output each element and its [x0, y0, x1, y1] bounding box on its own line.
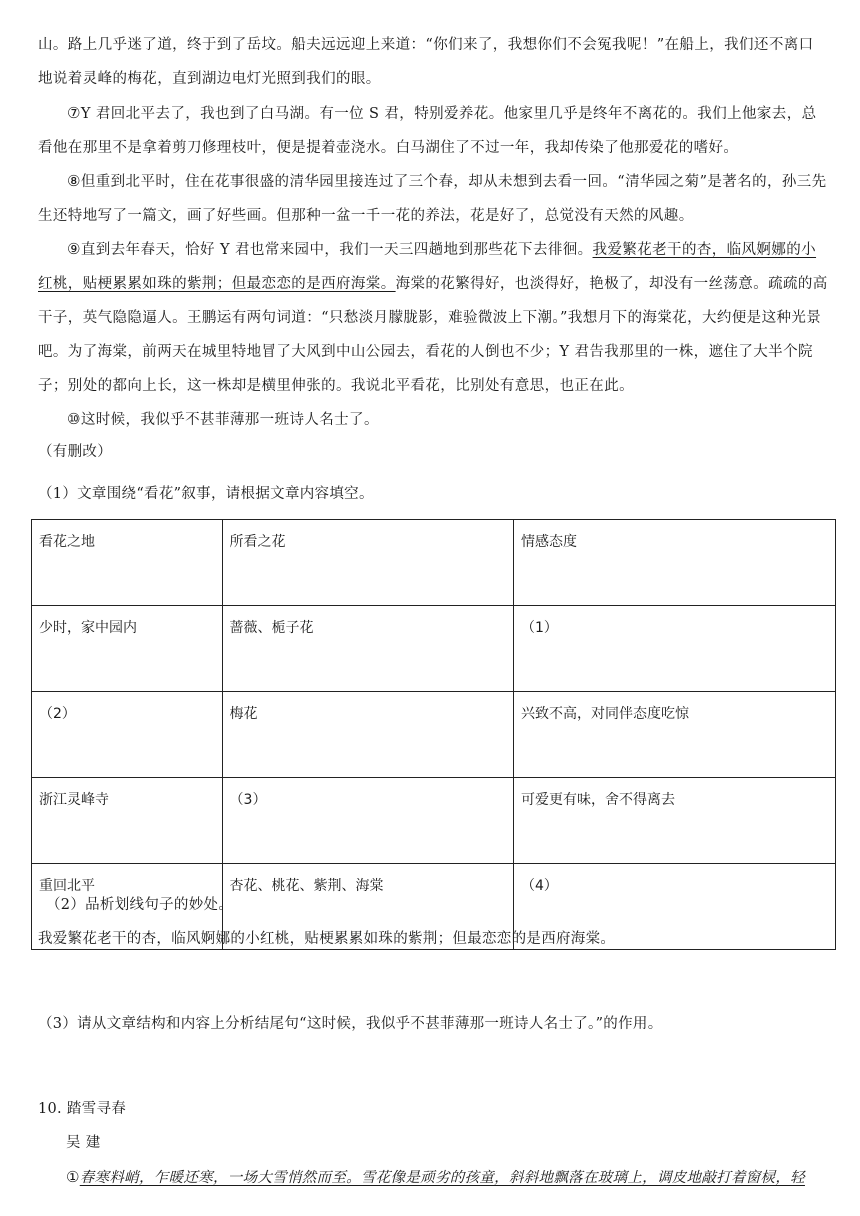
answer-blank-cell[interactable]: （4）: [513, 864, 835, 950]
paragraph-text: 但重到北平时，住在花事很盛的清华园里接连过了三个春，却从未想到去看一回。“清华园之菊”是著名的，孙三先生还特地写了一篇文，画了好些画。但那种一盆一千一花的养法，花是好了，总觉没有天然的风趣。: [38, 174, 827, 224]
paragraph-line: 地说着灵峰的梅花，直到湖边电灯光照到我们的眼。: [38, 71, 381, 87]
fill-in-table: [31, 519, 836, 950]
table-cell: 杏花、桃花、紫荆、海棠: [222, 864, 513, 950]
table-cell: 兴致不高，对同伴态度吃惊: [513, 692, 835, 778]
question-3: （3）请从文章结构和内容上分析结尾句“这时候，我似乎不甚菲薄那一班诗人名士了。”的作用。: [38, 1016, 663, 1032]
underlined-sentence: 我爱繁花老干的杏，临风婀娜的小红桃，贴梗累累如珠的紫荆；但最恋恋的是西府海棠。: [38, 242, 817, 292]
answer-blank-cell[interactable]: （1）: [513, 606, 835, 692]
table-cell: 梅花: [222, 692, 513, 778]
next-article-heading: 10. 踏雪寻春: [38, 1101, 127, 1117]
paragraph-text: 直到去年春天，恰好 Y 君也常来园中，我们一天三四趟地到那些花下去徘徊。: [80, 242, 593, 258]
paragraph-line: 山。路上几乎迷了道，终于到了岳坟。船夫远远迎上来道：“你们来了，我想你们不会冤我呢！”在船上，我们还不离口: [38, 37, 814, 53]
table-header-row: [32, 520, 836, 606]
table-cell: 重回北平: [32, 864, 223, 950]
paragraph-text: Y 君回北平去了，我也到了白马湖。有一位 S 君，特别爱养花。他家里几乎是终年不离花的。我们上他家去，总看他在那里不是拿着剪刀修理枝叶，便是提着壶浇水。白马湖住了不过一年，我却传染了他那爱花的嗜好。: [38, 106, 817, 156]
paragraph-number: ⑩: [67, 410, 81, 428]
table-row: [32, 692, 836, 778]
paragraph-9: [38, 232, 828, 403]
edit-note: （有删改）: [38, 444, 112, 460]
paragraph-continued: [38, 28, 828, 96]
table-cell: 蔷薇、栀子花: [222, 606, 513, 692]
paragraph-10: [38, 402, 828, 437]
table-cell: 少时，家中园内: [32, 606, 223, 692]
question-2-sentence: 我爱繁花老干的杏，临风婀娜的小红桃，贴梗累累如珠的紫荆；但最恋恋的是西府海棠。: [38, 931, 616, 947]
paragraph-number: ⑧: [67, 172, 81, 190]
table-cell: 浙江灵峰寺: [32, 778, 223, 864]
paragraph-number: ⑦: [67, 104, 81, 122]
answer-blank-cell[interactable]: （3）: [222, 778, 513, 864]
paragraph-7: [38, 96, 828, 165]
table-row: [32, 778, 836, 864]
table-header-cell: 看花之地: [32, 520, 223, 606]
paragraph-text: 春寒料峭，乍暖还寒，一场大雪悄然而至。雪花像是顽劣的孩童，斜斜地飘落在玻璃上，调皮地敲打着窗棂，轻: [79, 1170, 805, 1186]
paragraph-8: [38, 164, 828, 233]
table-row: [32, 606, 836, 692]
table-header-cell: 所看之花: [222, 520, 513, 606]
question-2: （2）品析划线句子的妙处。: [46, 897, 234, 913]
answer-blank-cell[interactable]: （2）: [32, 692, 223, 778]
paragraph-number: ①: [66, 1168, 80, 1186]
question-1: （1）文章围绕“看花”叙事，请根据文章内容填空。: [38, 486, 374, 502]
table-cell: 可爱更有味，舍不得离去: [513, 778, 835, 864]
paragraph-text: 海棠的花繁得好，也淡得好，艳极了，却没有一丝荡意。疏疏的高干子，英气隐隐逼人。王鹏运有两句词道：“只愁淡月朦胧影，难验微波上下潮。”我想月下的海棠花，大约便是这种光景吧。为了海棠，前两天在城里特地冒了大风到中山公园去，看花的人倒也不少；Y 君告我那里的一株，遮住了大半个院子；别处的都向上长，这一株却是横里伸张的。我说北平看花，比别处有意思，也正在此。: [38, 276, 828, 394]
table-header-cell: 情感态度: [513, 520, 835, 606]
paragraph-number: ⑨: [67, 240, 81, 258]
paragraph-text: 这时候，我似乎不甚菲薄那一班诗人名士了。: [80, 412, 379, 428]
next-article-author: 吴 建: [66, 1135, 101, 1151]
next-article-paragraph-1: [66, 1167, 830, 1188]
